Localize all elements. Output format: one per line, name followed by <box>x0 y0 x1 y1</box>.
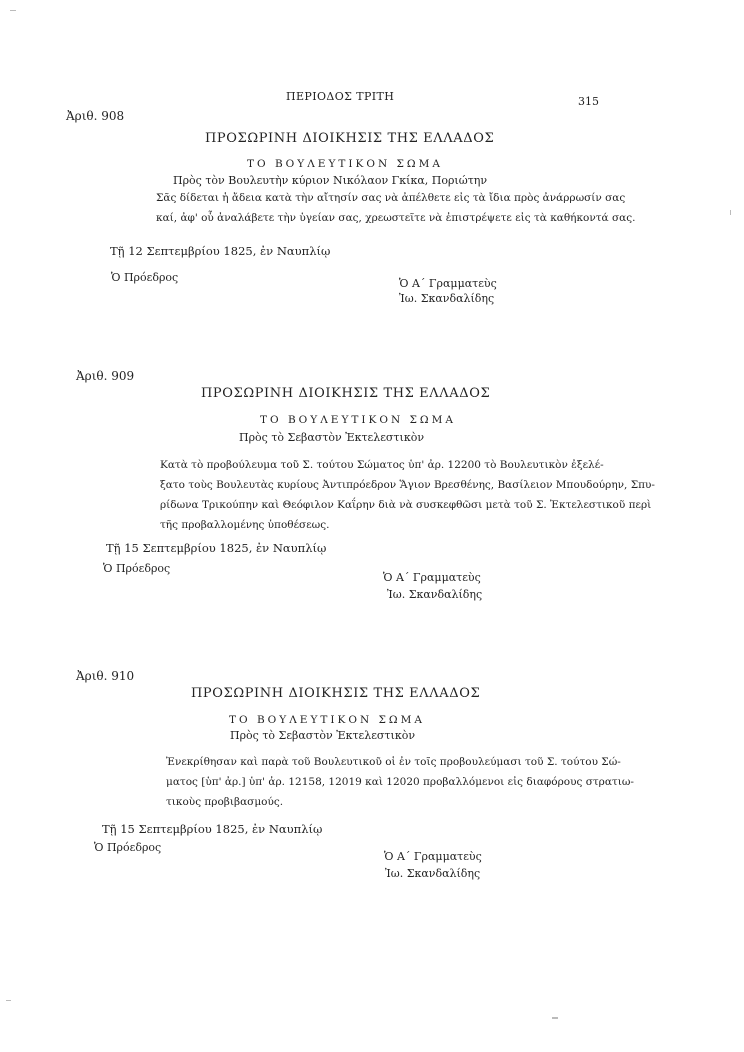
text-line: ξατο τοὺς Βουλευτὰς κυρίους Ἀντιπρόεδρον Ἅγιον Βρεσθένης, Βασίλειον Μπουδούρην, Σπυ- <box>160 479 655 491</box>
letter-text <box>166 752 634 812</box>
authority-title: ΠΡΟΣΩΡΙΝΗ ΔΙΟΙΚΗΣΙΣ ΤΗΣ ΕΛΛΑΔΟΣ <box>201 386 491 401</box>
president-signature: Ὁ Πρόεδρος <box>103 562 171 575</box>
body-title: ΤΟ ΒΟΥΛΕΥΤΙΚΟΝ ΣΩΜΑ <box>229 714 425 726</box>
text-line: καί, ἀφ' οὗ ἀναλάβετε τὴν ὑγείαν σας, χρεωστεῖτε νὰ ἐπιστρέψετε εἰς τὰ καθήκοντά σας. <box>156 212 636 224</box>
letter-text <box>160 455 655 535</box>
scan-speck <box>6 1000 11 1001</box>
letter-text <box>156 188 636 228</box>
document-number: Ἀριθ. 909 <box>76 369 135 383</box>
body-title: ΤΟ ΒΟΥΛΕΥΤΙΚΟΝ ΣΩΜΑ <box>247 158 443 170</box>
addressee: Πρὸς τὸν Βουλευτὴν κύριον Νικόλαον Γκίκα, Ποριώτην <box>173 174 488 187</box>
text-line: Κατὰ τὸ προβούλευμα τοῦ Σ. τούτου Σώματος ὑπ' ἀρ. 12200 τὸ Βουλευτικὸν ἐξελέ- <box>160 459 604 471</box>
date-line: Τῇ 15 Σεπτεμβρίου 1825, ἐν Ναυπλίῳ <box>102 822 323 836</box>
scan-speck <box>730 210 731 215</box>
text-line: τῆς προβαλλομένης ὑποθέσεως. <box>160 519 330 531</box>
scan-speck <box>552 1017 558 1019</box>
date-line: Τῇ 12 Σεπτεμβρίου 1825, ἐν Ναυπλίῳ <box>110 244 331 258</box>
president-signature: Ὁ Πρόεδρος <box>111 271 179 284</box>
document-number: Ἀριθ. 908 <box>66 109 125 123</box>
body-title: ΤΟ ΒΟΥΛΕΥΤΙΚΟΝ ΣΩΜΑ <box>260 414 456 426</box>
secretary-title: Ὁ Α΄ Γραμματεὺς <box>383 571 481 584</box>
text-line: Ἐνεκρίθησαν καὶ παρὰ τοῦ Βουλευτικοῦ οἱ ἐν τοῖς προβουλεύμασι τοῦ Σ. τούτου Σώ- <box>166 756 621 768</box>
text-line: ρίδωνα Τρικούπην καὶ Θεόφιλον Καΐρην διὰ νὰ συσκεφθῶσι μετὰ τοῦ Σ. Ἐκτελεστικοῦ περὶ <box>160 499 652 511</box>
page-number: 315 <box>578 95 599 108</box>
secretary-name: Ἰω. Σκανδαλίδης <box>387 588 483 601</box>
secretary-title: Ὁ Α΄ Γραμματεὺς <box>384 850 482 863</box>
secretary-name: Ἰω. Σκανδαλίδης <box>399 292 495 305</box>
text-line: τικοὺς προβιβασμούς. <box>166 796 284 808</box>
text-line: Σᾶς δίδεται ἡ ἄδεια κατὰ τὴν αἴτησίν σας νὰ ἀπέλθετε εἰς τὰ ἴδια πρὸς ἀνάρρωσίν σας <box>156 192 626 204</box>
scan-speck <box>10 10 16 11</box>
document-number: Ἀριθ. 910 <box>76 669 135 683</box>
addressee: Πρὸς τὸ Σεβαστὸν Ἐκτελεστικὸν <box>239 431 425 444</box>
president-signature: Ὁ Πρόεδρος <box>94 841 162 854</box>
addressee: Πρὸς τὸ Σεβαστὸν Ἐκτελεστικὸν <box>230 729 416 742</box>
secretary-title: Ὁ Α΄ Γραμματεὺς <box>399 277 497 290</box>
running-title: ΠΕΡΙΟΔΟΣ ΤΡΙΤΗ <box>286 90 395 103</box>
authority-title: ΠΡΟΣΩΡΙΝΗ ΔΙΟΙΚΗΣΙΣ ΤΗΣ ΕΛΛΑΔΟΣ <box>205 131 495 146</box>
secretary-name: Ἰω. Σκανδαλίδης <box>385 867 481 880</box>
date-line: Τῇ 15 Σεπτεμβρίου 1825, ἐν Ναυπλίῳ <box>106 541 327 555</box>
text-line: ματος [ὑπ' ἀρ.] ὑπ' ἀρ. 12158, 12019 καὶ 12020 προβαλλόμενοι εἰς διαφόρους στρατιω- <box>166 776 634 788</box>
authority-title: ΠΡΟΣΩΡΙΝΗ ΔΙΟΙΚΗΣΙΣ ΤΗΣ ΕΛΛΑΔΟΣ <box>191 686 481 701</box>
